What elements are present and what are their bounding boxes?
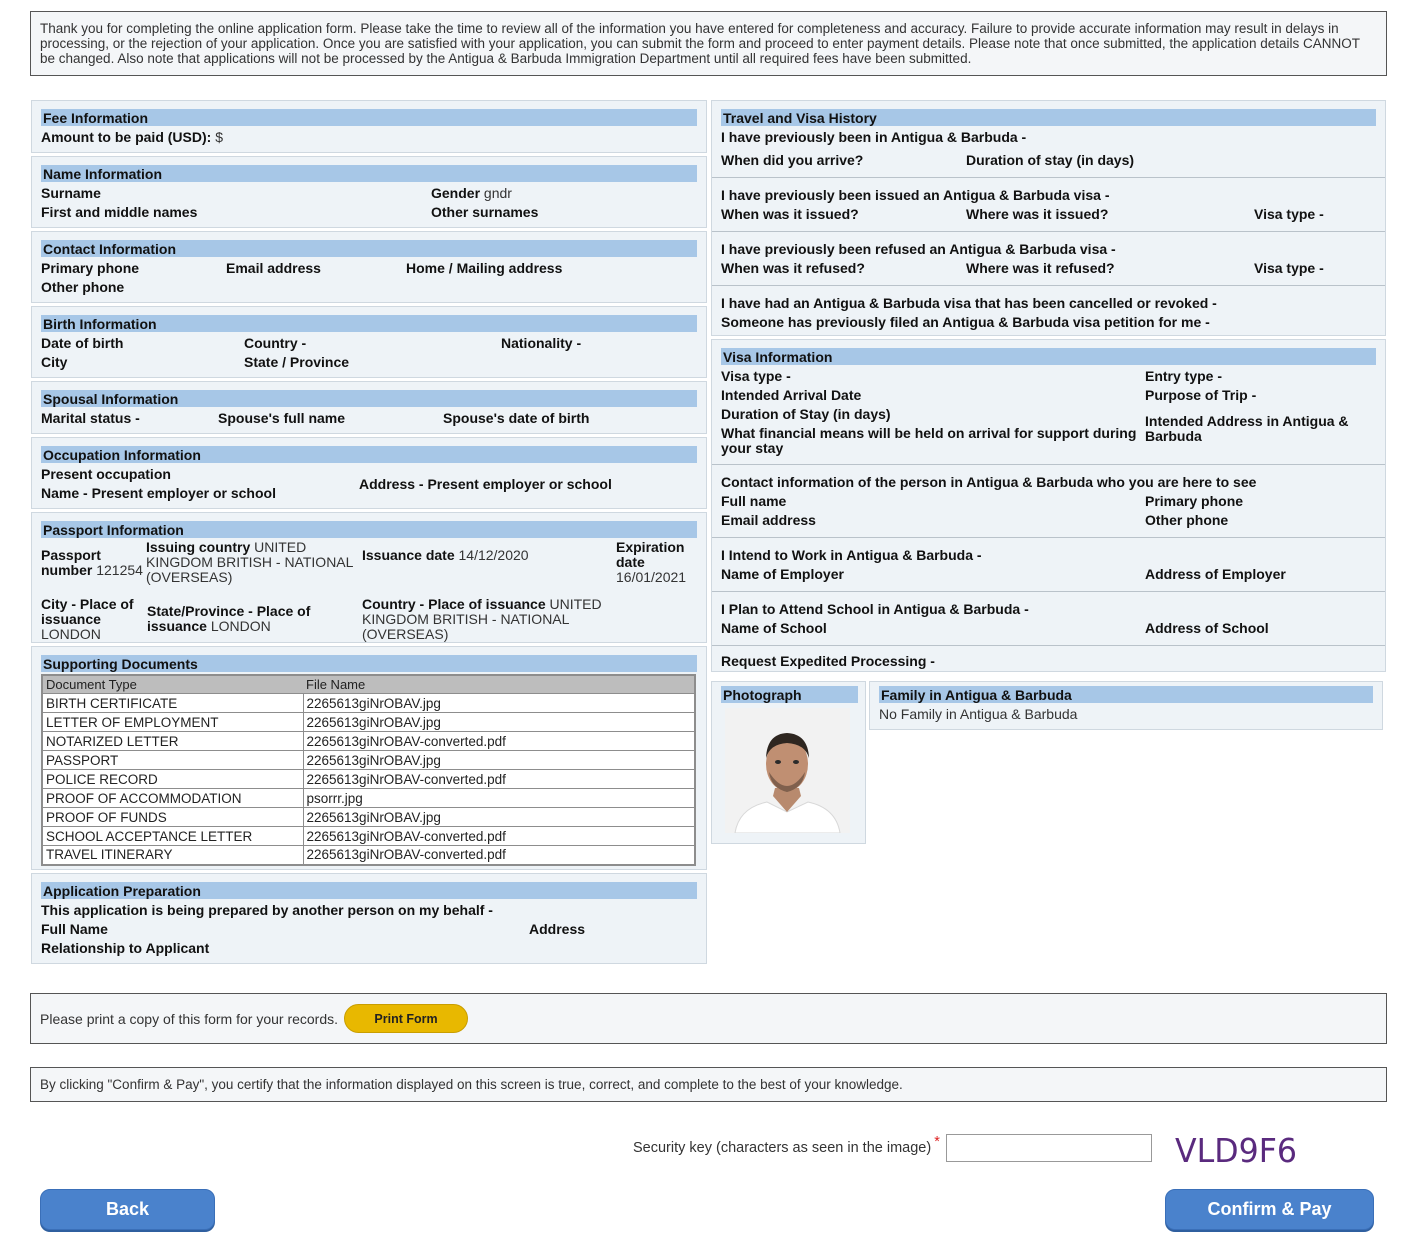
where-issued-label: Where was it issued? xyxy=(966,206,1109,222)
email-label: Email address xyxy=(226,260,321,276)
table-row xyxy=(42,827,695,846)
documents-table xyxy=(41,674,696,866)
table-row xyxy=(42,770,695,789)
file-name-cell: psorrr.jpg xyxy=(303,789,695,808)
passport-city: City - Place of issuance LONDON xyxy=(41,596,134,642)
contact-primary-phone-label: Primary phone xyxy=(1145,493,1244,509)
petition-label: Someone has previously filed an Antigua & Barbuda visa petition for me - xyxy=(721,314,1210,330)
name-header: Name Information xyxy=(41,165,697,182)
been-label: I have previously been in Antigua & Barbuda - xyxy=(721,129,1027,145)
confirm-pay-button[interactable]: Confirm & Pay xyxy=(1165,1189,1374,1230)
marital-status-label: Marital status - xyxy=(41,410,140,426)
document-type-cell: TRAVEL ITINERARY xyxy=(42,846,303,865)
visa-panel xyxy=(711,339,1386,672)
prep-relationship-label: Relationship to Applicant xyxy=(41,940,210,956)
when-refused-label: When was it refused? xyxy=(721,260,865,276)
preparation-panel xyxy=(31,873,707,964)
arrive-label: When did you arrive? xyxy=(721,152,864,168)
file-name-cell: 2265613giNrOBAV.jpg xyxy=(303,808,695,827)
fee-panel xyxy=(31,100,707,153)
stay-duration-label: Duration of Stay (in days) xyxy=(721,406,891,422)
file-name-cell: 2265613giNrOBAV-converted.pdf xyxy=(303,732,695,751)
contact-heading-label: Contact information of the person in Antigua & Barbuda who you are here to see xyxy=(721,474,1257,490)
passport-number: Passport number 121254 xyxy=(41,547,143,578)
family-header: Family in Antigua & Barbuda xyxy=(879,686,1373,703)
when-issued-label: When was it issued? xyxy=(721,206,859,222)
spousal-header: Spousal Information xyxy=(41,390,697,407)
document-type-cell: SCHOOL ACCEPTANCE LETTER xyxy=(42,827,303,846)
applicant-photo xyxy=(725,708,850,833)
prep-behalf-label: This application is being prepared by another person on my behalf - xyxy=(41,902,493,918)
prep-address-label: Address xyxy=(529,921,586,937)
first-middle-label: First and middle names xyxy=(41,204,198,220)
present-occupation-label: Present occupation xyxy=(41,466,171,482)
passport-panel xyxy=(31,512,707,643)
primary-phone-label: Primary phone xyxy=(41,260,140,276)
visa-header: Visa Information xyxy=(721,348,1376,365)
school-label: I Plan to Attend School in Antigua & Barbuda - xyxy=(721,601,1029,617)
name-panel xyxy=(31,156,707,228)
captcha-text: VLD9F6 xyxy=(1175,1131,1297,1170)
fee-header: Fee Information xyxy=(41,109,697,126)
surname-label: Surname xyxy=(41,185,101,201)
contact-email-label: Email address xyxy=(721,512,816,528)
file-name-cell: 2265613giNrOBAV-converted.pdf xyxy=(303,827,695,846)
file-name-cell: 2265613giNrOBAV.jpg xyxy=(303,751,695,770)
table-row xyxy=(42,808,695,827)
document-type-cell: NOTARIZED LETTER xyxy=(42,732,303,751)
spouse-name-label: Spouse's full name xyxy=(218,410,346,426)
documents-panel xyxy=(31,646,707,870)
certification-notice xyxy=(30,1067,1387,1102)
dob-label: Date of birth xyxy=(41,335,124,351)
file-name-cell: 2265613giNrOBAV.jpg xyxy=(303,694,695,713)
right-column xyxy=(711,100,1386,675)
work-label: I Intend to Work in Antigua & Barbuda - xyxy=(721,547,982,563)
entry-type-label: Entry type - xyxy=(1145,368,1223,384)
arrival-date-label: Intended Arrival Date xyxy=(721,387,862,403)
issued-label: I have previously been issued an Antigua & Barbuda visa - xyxy=(721,187,1110,203)
document-type-cell: LETTER OF EMPLOYMENT xyxy=(42,713,303,732)
security-key-label: Security key (characters as seen in the image) xyxy=(633,1140,932,1156)
document-type-cell: PROOF OF FUNDS xyxy=(42,808,303,827)
passport-country: Country - Place of issuance UNITED KINGDOM BRITISH - NATIONAL (OVERSEAS) xyxy=(362,596,602,642)
other-phone-label: Other phone xyxy=(41,279,125,295)
photo-panel xyxy=(711,681,866,844)
passport-header: Passport Information xyxy=(41,521,697,538)
photo-header: Photograph xyxy=(721,686,858,703)
documents-header: Supporting Documents xyxy=(41,655,697,672)
family-panel xyxy=(869,681,1383,730)
duration-stay-label: Duration of stay (in days) xyxy=(966,152,1135,168)
issuance-date: Issuance date 14/12/2020 xyxy=(362,547,529,563)
refused-visa-type-label: Visa type - xyxy=(1254,260,1324,276)
birth-panel xyxy=(31,306,707,378)
home-address-label: Home / Mailing address xyxy=(406,260,563,276)
document-type-cell: PASSPORT xyxy=(42,751,303,770)
family-value: No Family in Antigua & Barbuda xyxy=(879,706,1078,722)
birth-country-label: Country - xyxy=(244,335,307,351)
print-instruction: Please print a copy of this form for your records. xyxy=(40,1010,339,1027)
preparation-header: Application Preparation xyxy=(41,882,697,899)
left-column xyxy=(31,100,707,967)
col-file-name: File Name xyxy=(303,675,695,694)
visa-type-label: Visa type - xyxy=(721,368,791,384)
print-form-button[interactable]: Print Form xyxy=(344,1004,468,1033)
spousal-panel xyxy=(31,381,707,434)
table-row xyxy=(42,751,695,770)
file-name-cell: 2265613giNrOBAV-converted.pdf xyxy=(303,770,695,789)
contact-full-name-label: Full name xyxy=(721,493,787,509)
employer-name-label: Name - Present employer or school xyxy=(41,485,276,501)
prep-full-name-label: Full Name xyxy=(41,921,108,937)
intended-address-label: Intended Address in Antigua & Barbuda xyxy=(1145,413,1349,444)
gender-value: gndr xyxy=(483,185,512,201)
contact-panel xyxy=(31,231,707,303)
school-name-label: Name of School xyxy=(721,620,827,636)
review-notice: Thank you for completing the online application form. Please take the time to review all of the information you have entered for completeness and accuracy. Failure to provide accurate information may result in delays in processing, or the rejection of your application. Once you are satisfied with your application, you can submit the form and proceed to enter payment details. Please note that once submitted, the application details CANNOT be changed. Also note that applications will not be processed by the Antigua & Barbuda Immigration Department until all required fees have been submitted. xyxy=(30,11,1387,76)
birth-state-label: State / Province xyxy=(244,354,350,370)
employer-label: Name of Employer xyxy=(721,566,844,582)
occupation-header: Occupation Information xyxy=(41,446,697,463)
passport-state: State/Province - Place of issuance LONDON xyxy=(147,603,311,634)
contact-other-phone-label: Other phone xyxy=(1145,512,1229,528)
refused-label: I have previously been refused an Antigua & Barbuda visa - xyxy=(721,241,1116,257)
birth-city-label: City xyxy=(41,354,68,370)
security-key-input[interactable] xyxy=(946,1134,1152,1162)
col-document-type: Document Type xyxy=(42,675,303,694)
issuing-country: Issuing country UNITED KINGDOM BRITISH - NATIONAL (OVERSEAS) xyxy=(146,539,353,585)
fee-amount-label: Amount to be paid (USD): xyxy=(41,129,212,145)
employer-address-label: Address - Present employer or school xyxy=(359,476,612,492)
nationality-label: Nationality - xyxy=(501,335,582,351)
travel-panel xyxy=(711,100,1386,336)
expedited-label: Request Expedited Processing - xyxy=(721,653,935,669)
security-key-row xyxy=(633,1133,1152,1163)
table-row xyxy=(42,694,695,713)
document-type-cell: BIRTH CERTIFICATE xyxy=(42,694,303,713)
fee-amount-value: $ xyxy=(215,129,223,145)
captcha-image xyxy=(1175,1128,1305,1170)
cancelled-label: I have had an Antigua & Barbuda visa that has been cancelled or revoked - xyxy=(721,295,1217,311)
school-address-label: Address of School xyxy=(1145,620,1269,636)
print-box xyxy=(30,993,1387,1044)
table-row xyxy=(42,732,695,751)
issued-visa-type-label: Visa type - xyxy=(1254,206,1324,222)
other-surnames-label: Other surnames xyxy=(431,204,539,220)
employer-address-label-visa: Address of Employer xyxy=(1145,566,1286,582)
file-name-cell: 2265613giNrOBAV.jpg xyxy=(303,713,695,732)
spouse-dob-label: Spouse's date of birth xyxy=(443,410,590,426)
occupation-panel xyxy=(31,437,707,509)
birth-header: Birth Information xyxy=(41,315,697,332)
contact-header: Contact Information xyxy=(41,240,697,257)
table-row xyxy=(42,713,695,732)
financial-means-label: What financial means will be held on arrival for support during your stay xyxy=(721,425,1137,456)
gender-label: Gender xyxy=(431,185,481,201)
table-row xyxy=(42,846,695,865)
table-row xyxy=(42,789,695,808)
expiration-date: Expiration date 16/01/2021 xyxy=(616,539,687,585)
back-button[interactable]: Back xyxy=(40,1189,215,1230)
certification-text: By clicking "Confirm & Pay", you certify that the information displayed on this screen is true, correct, and complete to the best of your knowledge. xyxy=(40,1077,903,1092)
where-refused-label: Where was it refused? xyxy=(966,260,1115,276)
required-marker: * xyxy=(934,1134,940,1150)
document-type-cell: PROOF OF ACCOMMODATION xyxy=(42,789,303,808)
purpose-label: Purpose of Trip - xyxy=(1145,387,1257,403)
travel-header: Travel and Visa History xyxy=(721,109,1376,126)
document-type-cell: POLICE RECORD xyxy=(42,770,303,789)
file-name-cell: 2265613giNrOBAV-converted.pdf xyxy=(303,846,695,865)
